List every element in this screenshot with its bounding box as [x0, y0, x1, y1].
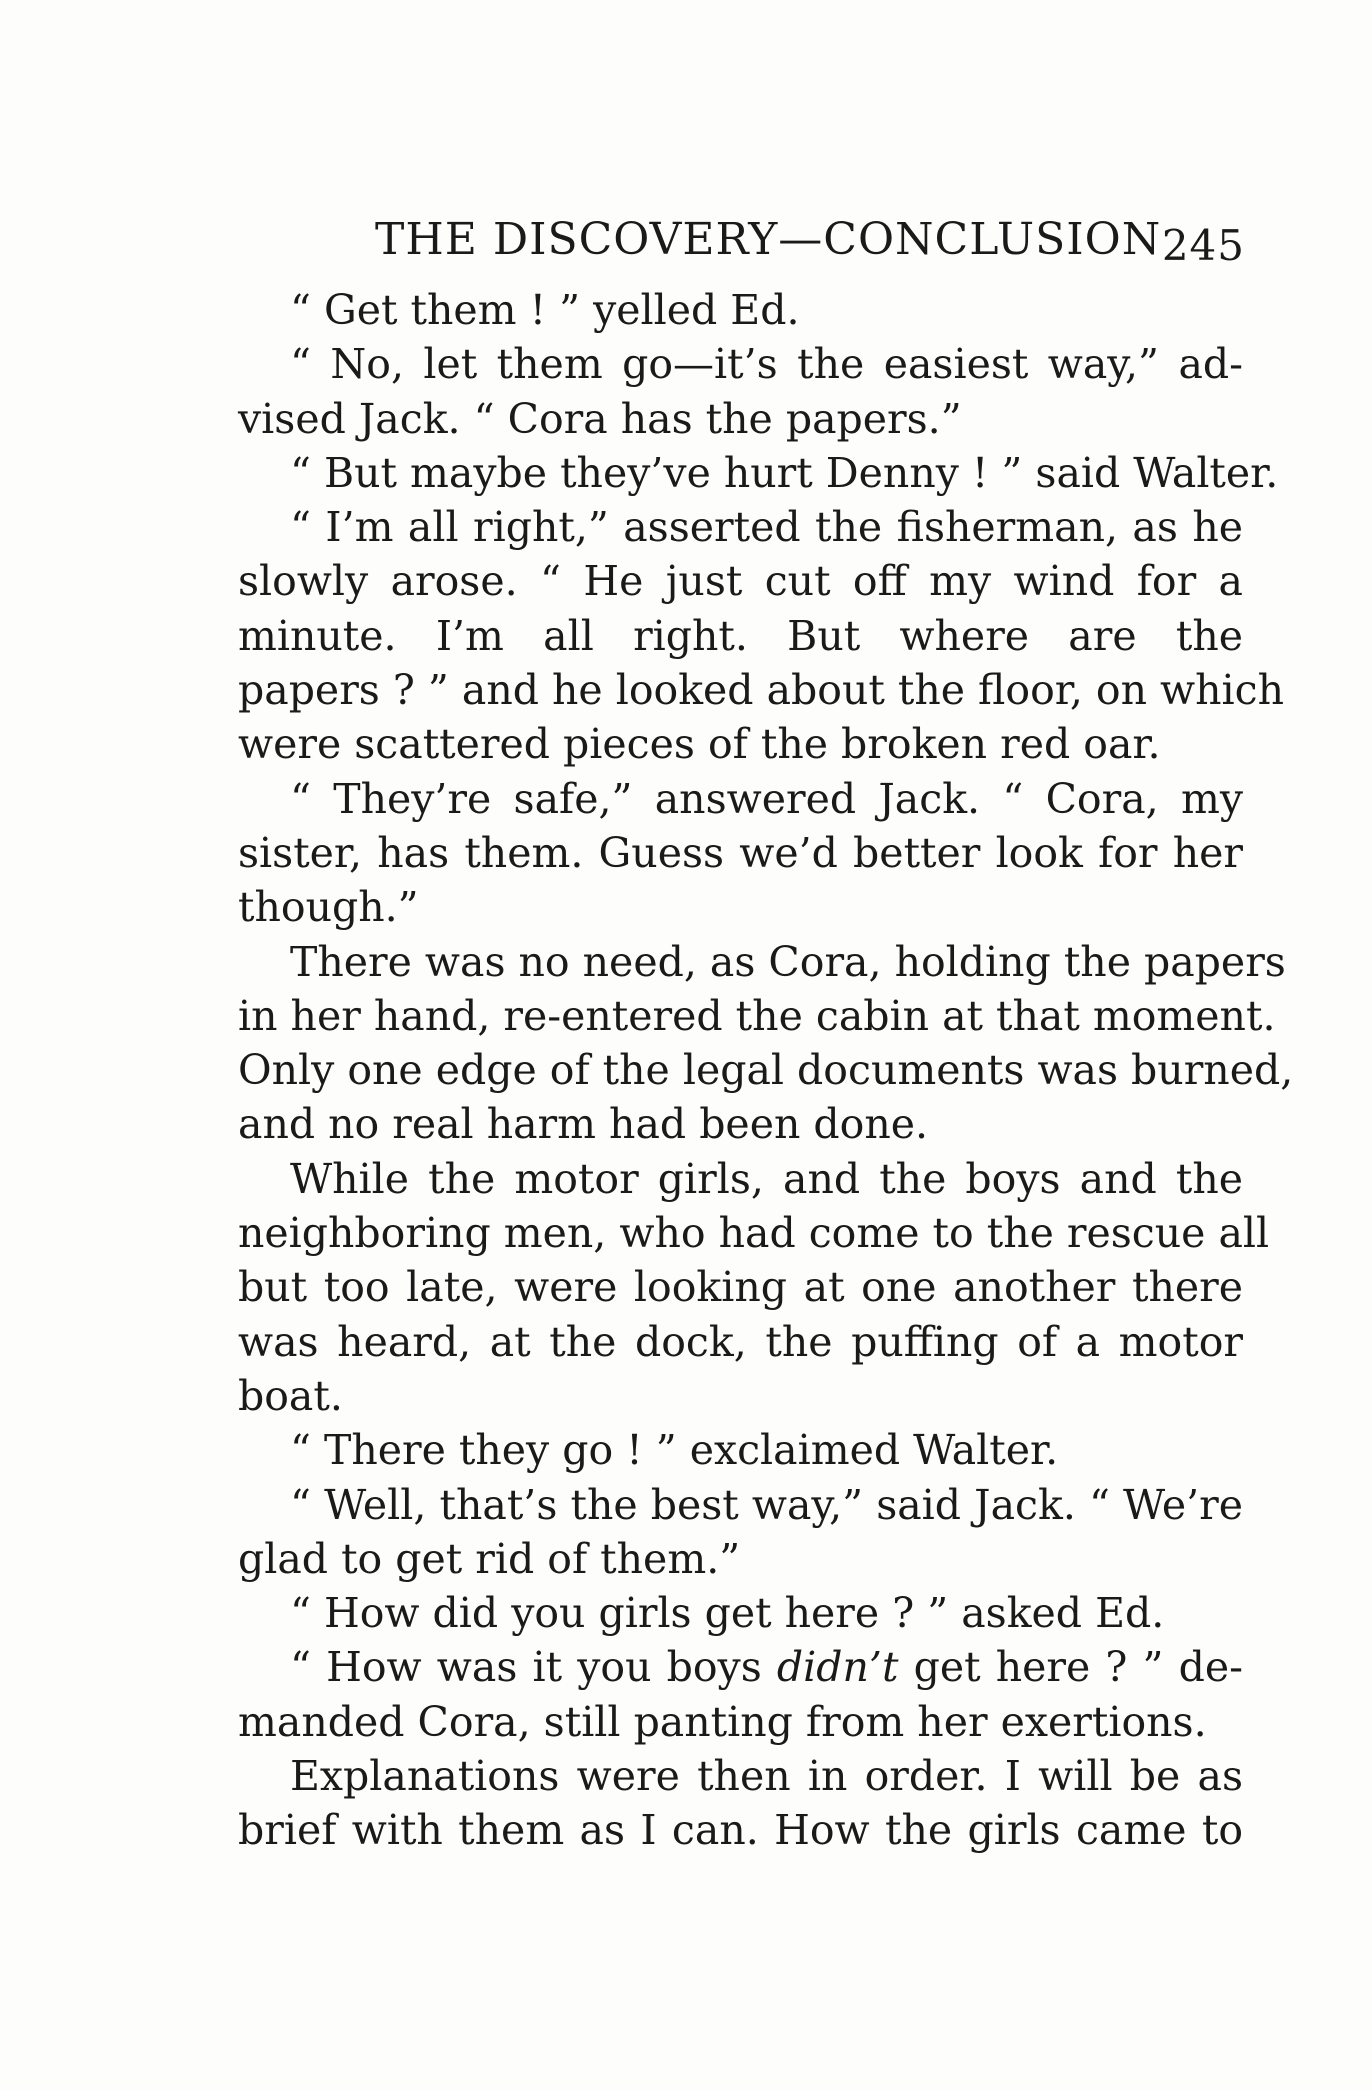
text-run: get here ? ” de-	[898, 1643, 1243, 1692]
text-line: “ But maybe they’ve hurt Denny ! ” said Walter.	[290, 448, 1279, 497]
text-line: and no real harm had been done.	[238, 1100, 929, 1149]
text-line: though.”	[238, 883, 419, 932]
text-line: “ Well, that’s the best way,” said Jack. “ We’re	[290, 1480, 1243, 1529]
text-line: “ Get them ! ” yelled Ed.	[290, 286, 800, 334]
text-line: “ How did you girls get here ? ” asked Ed.	[290, 1589, 1165, 1638]
running-header	[375, 214, 1245, 270]
text-line: manded Cora, still panting from her exertions.	[238, 1697, 1207, 1746]
text-line: There was no need, as Cora, holding the papers	[290, 937, 1286, 986]
text-line: neighboring men, who had come to the rescue all	[238, 1209, 1270, 1258]
emphasis-text: didn’t	[776, 1643, 899, 1692]
text-line: While the motor girls, and the boys and the	[290, 1154, 1243, 1203]
text-line: “ No, let them go—it’s the easiest way,” ad-	[290, 340, 1243, 389]
text-line: papers ? ” and he looked about the floor, on which	[238, 666, 1285, 715]
page-number: 245	[1161, 221, 1245, 270]
text-line: “ There they go ! ” exclaimed Walter.	[290, 1426, 1059, 1475]
text-line: vised Jack. “ Cora has the papers.”	[238, 394, 962, 443]
text-line: in her hand, re-entered the cabin at that moment.	[238, 991, 1276, 1040]
text-line: brief with them as I can. How the girls came to	[238, 1806, 1243, 1855]
text-line: minute. I’m all right. But where are the	[238, 611, 1243, 660]
text-line: slowly arose. “ He just cut off my wind for a	[238, 557, 1243, 606]
text-line: Explanations were then in order. I will be as	[290, 1752, 1243, 1801]
running-title: THE DISCOVERY—CONCLUSION	[375, 214, 1162, 265]
text-line: “ They’re safe,” answered Jack. “ Cora, my	[290, 774, 1243, 823]
text-line: “ I’m all right,” asserted the fisherman, as he	[290, 503, 1243, 552]
text-line: was heard, at the dock, the puffing of a motor	[238, 1317, 1243, 1366]
text-line: glad to get rid of them.”	[238, 1534, 741, 1583]
text-line: Only one edge of the legal documents was burned,	[238, 1046, 1294, 1095]
text-line: were scattered pieces of the broken red oar.	[238, 720, 1161, 769]
text-line: but too late, were looking at one another there	[238, 1263, 1243, 1312]
text-line	[238, 1640, 1243, 1694]
text-run: “ How was it you boys	[290, 1643, 777, 1692]
text-line: sister, has them. Guess we’d better look for her	[238, 828, 1243, 877]
body-text	[238, 283, 1294, 1858]
text-line: boat.	[238, 1371, 343, 1420]
